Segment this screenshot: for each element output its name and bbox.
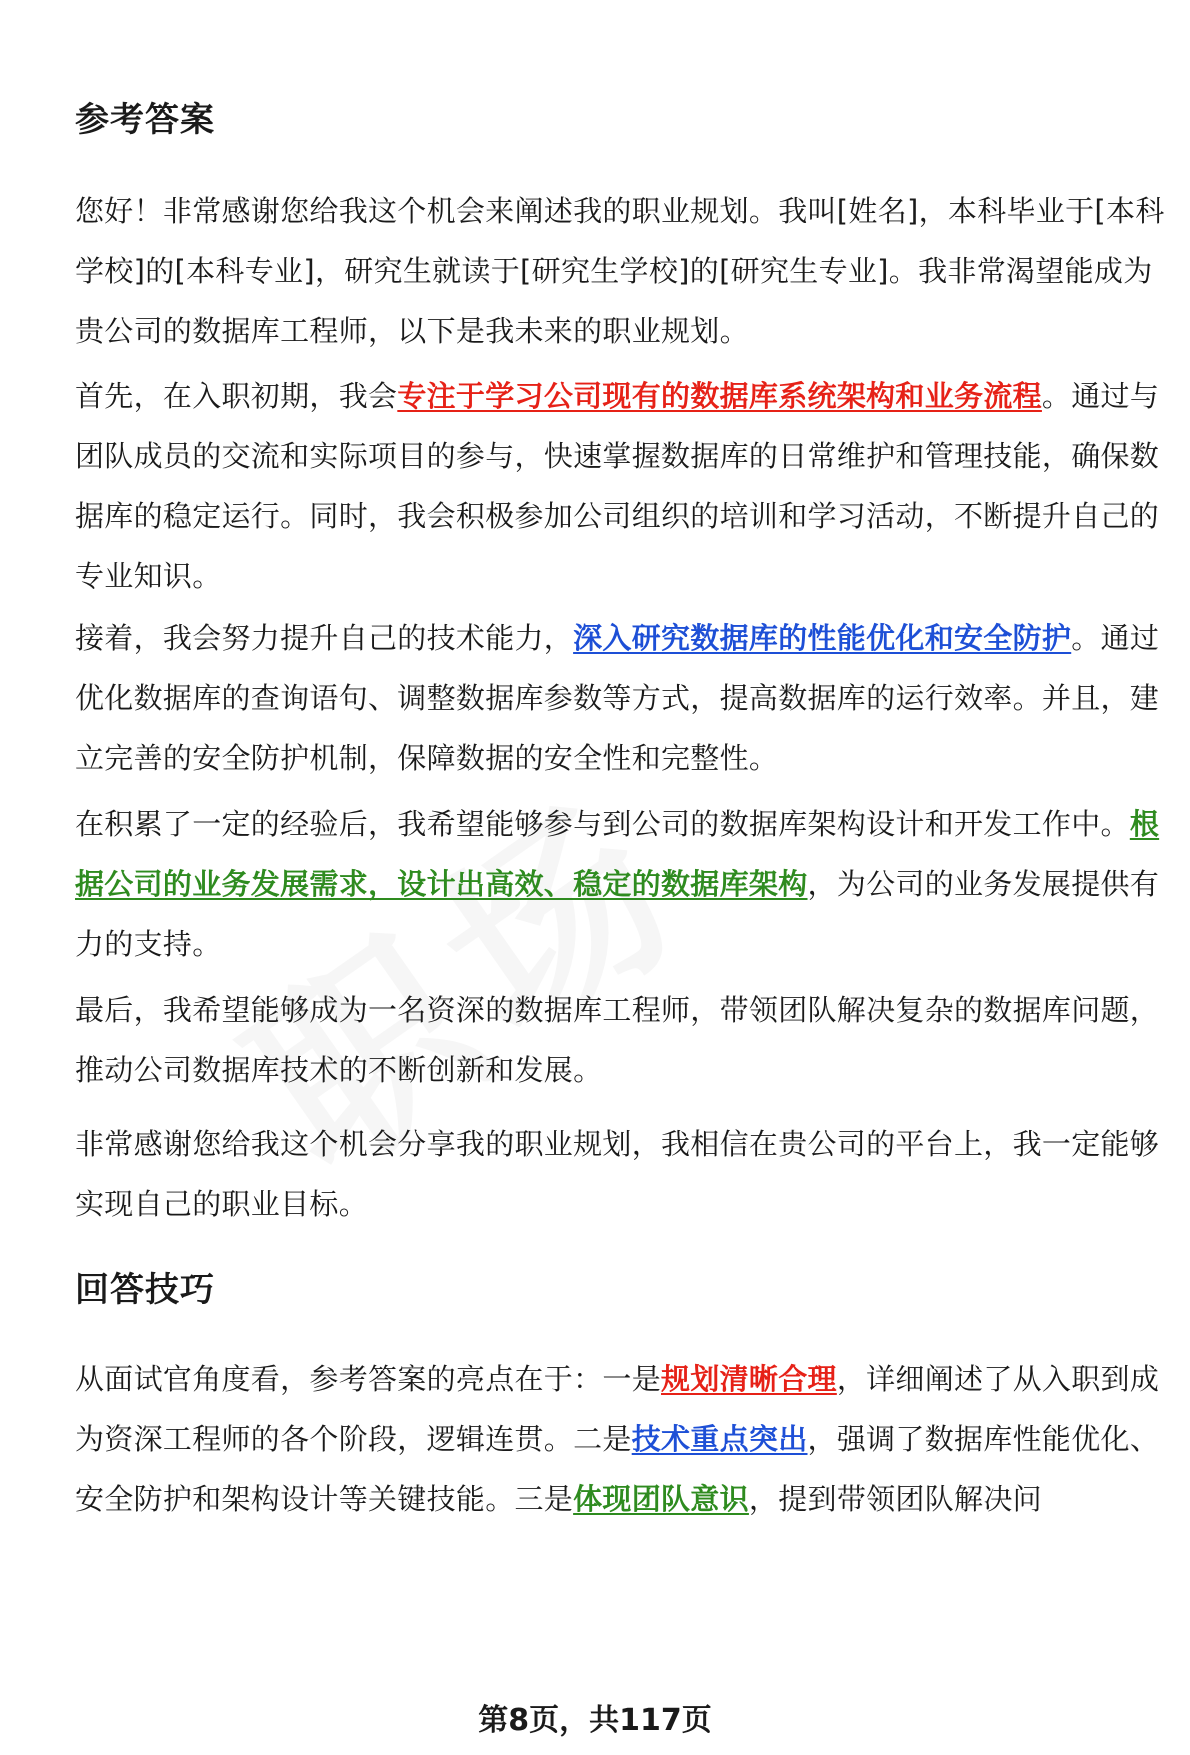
paragraph-text: 接着，我会努力提升自己的技术能力，	[75, 621, 574, 655]
paragraph-text: 您好！非常感谢您给我这个机会来阐述我的职业规划。我叫[姓名]，本科毕业于[本科学校]的[本科专业]，研究生就读于[研究生学校]的[研究生专业]。我非常渴望能成为贵公司的数据库工程师，以下是我未来的职业规划。	[75, 194, 1165, 348]
paragraph-first-stage	[75, 366, 1165, 606]
paragraph-text: 从面试官角度看，参考答案的亮点在于：一是	[75, 1362, 662, 1396]
paragraph-text: ，详细阐述了从入职到成为资深工程师的各个阶段，逻辑连贯。二是	[75, 1362, 1160, 1456]
highlight-blue: 技术重点突出	[631, 1422, 808, 1456]
paragraph-text: 。通过与团队成员的交流和实际项目的参与，快速掌握数据库的日常维护和管理技能，确保数据库的稳定运行。同时，我会积极参加公司组织的培训和学习活动，不断提升自己的专业知识。	[75, 379, 1160, 593]
paragraph-closing	[75, 1114, 1165, 1234]
highlight-green: 体现团队意识	[573, 1482, 749, 1516]
paragraph-text: 首先，在入职初期，我会	[75, 379, 398, 413]
section-heading-answer-tips: 回答技巧	[75, 1270, 215, 1310]
paragraph-intro	[75, 181, 1165, 361]
paragraph-third-stage	[75, 794, 1165, 974]
paragraph-text: 。通过优化数据库的查询语句、调整数据库参数等方式，提高数据库的运行效率。并且，建立完善的安全防护机制，保障数据的安全性和完整性。	[75, 621, 1160, 775]
paragraph-text: ，为公司的业务发展提供有力的支持。	[75, 867, 1160, 961]
highlight-green: 根据公司的业务发展需求，设计出高效、稳定的数据库架构	[75, 807, 1160, 901]
page-number: 第8页，共117页	[478, 1703, 712, 1738]
paragraph-text: 最后，我希望能够成为一名资深的数据库工程师，带领团队解决复杂的数据库问题，推动公司数据库技术的不断创新和发展。	[75, 993, 1160, 1087]
paragraph-tips	[75, 1349, 1165, 1529]
paragraph-text: 非常感谢您给我这个机会分享我的职业规划，我相信在贵公司的平台上，我一定能够实现自己的职业目标。	[75, 1127, 1160, 1221]
paragraph-second-stage	[75, 608, 1165, 788]
section-heading-reference-answer: 参考答案	[75, 100, 215, 140]
highlight-red: 规划清晰合理	[661, 1362, 837, 1396]
paragraph-text: 在积累了一定的经验后，我希望能够参与到公司的数据库架构设计和开发工作中。	[75, 807, 1130, 841]
highlight-red: 专注于学习公司现有的数据库系统架构和业务流程	[397, 379, 1042, 413]
paragraph-final-stage	[75, 980, 1165, 1100]
highlight-blue: 深入研究数据库的性能优化和安全防护	[573, 621, 1072, 655]
paragraph-text: ，强调了数据库性能优化、安全防护和架构设计等关键技能。三是	[75, 1422, 1160, 1516]
paragraph-text: ，提到带领团队解决问	[748, 1482, 1042, 1516]
